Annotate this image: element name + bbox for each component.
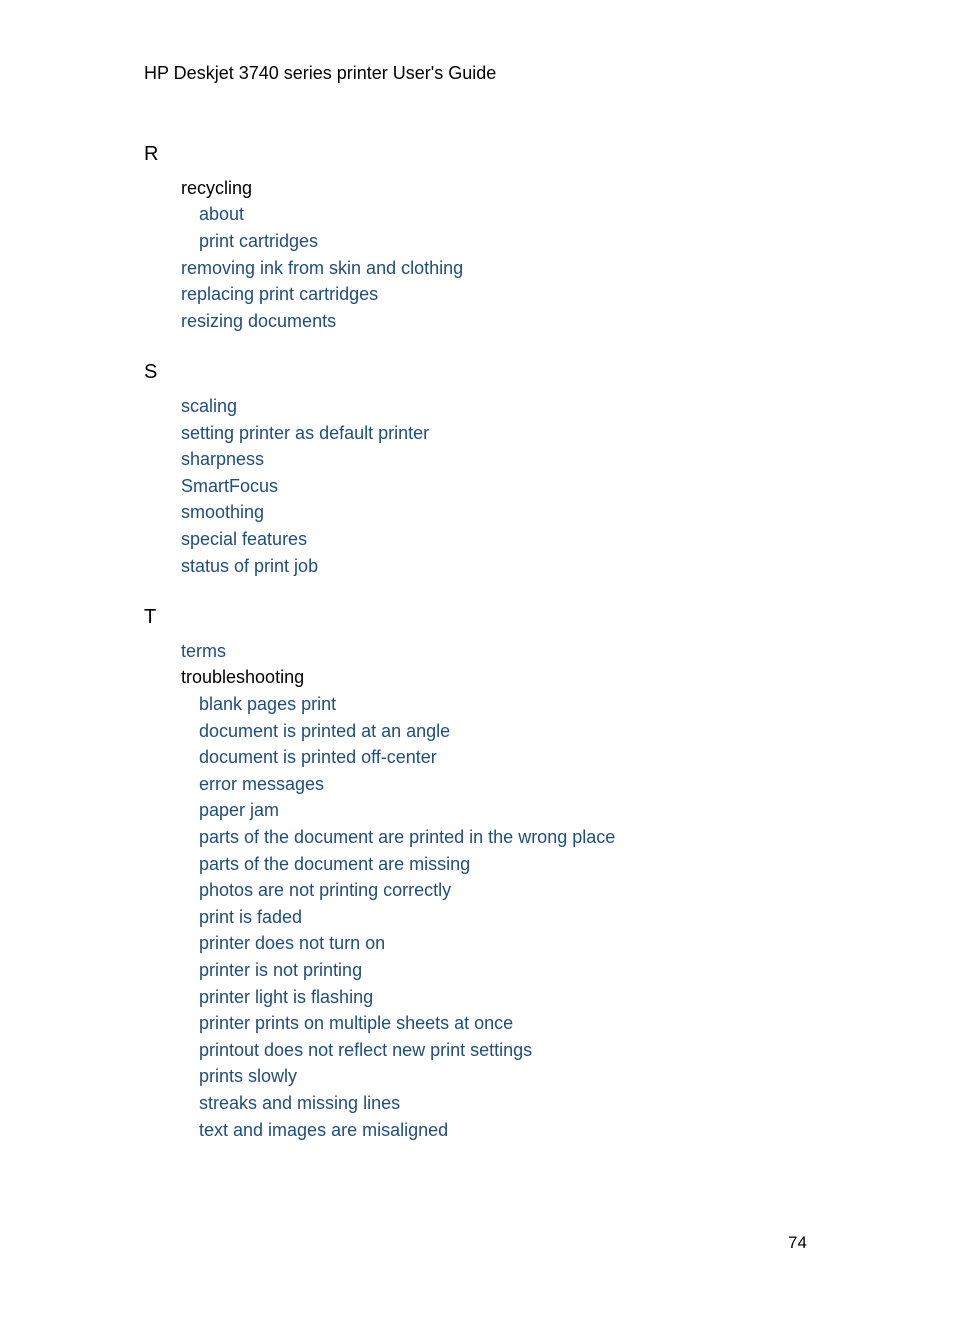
- index-link-terms[interactable]: terms: [181, 641, 226, 661]
- index-link-resizing-documents[interactable]: resizing documents: [181, 311, 337, 331]
- index-link-troubleshooting-item[interactable]: parts of the document are printed in the wrong place: [199, 827, 616, 847]
- index-link-scaling[interactable]: scaling: [181, 396, 238, 416]
- index-link-troubleshooting-item[interactable]: parts of the document are missing: [199, 854, 471, 874]
- index-link-troubleshooting-item[interactable]: photos are not printing correctly: [199, 880, 452, 900]
- index-link-troubleshooting-item[interactable]: error messages: [199, 774, 325, 794]
- index-link-smartfocus[interactable]: SmartFocus: [181, 476, 279, 496]
- index-link-troubleshooting-item[interactable]: printout does not reflect new print settings: [199, 1040, 533, 1060]
- index-link-troubleshooting-item[interactable]: prints slowly: [199, 1066, 298, 1086]
- index-entry-recycling: recycling: [181, 178, 253, 198]
- section-letter-r: R: [144, 143, 159, 165]
- index-link-recycling-about[interactable]: about: [199, 204, 245, 224]
- page-header-title: HP Deskjet 3740 series printer User's Guide: [144, 63, 497, 83]
- index-link-troubleshooting-item[interactable]: paper jam: [199, 800, 280, 820]
- index-link-troubleshooting-item[interactable]: document is printed off-center: [199, 747, 437, 767]
- index-link-troubleshooting-item[interactable]: printer prints on multiple sheets at once: [199, 1013, 514, 1033]
- index-link-setting-default-printer[interactable]: setting printer as default printer: [181, 423, 430, 443]
- index-link-removing-ink[interactable]: removing ink from skin and clothing: [181, 258, 464, 278]
- index-link-special-features[interactable]: special features: [181, 529, 308, 549]
- index-link-sharpness[interactable]: sharpness: [181, 449, 265, 469]
- index-link-smoothing[interactable]: smoothing: [181, 502, 265, 522]
- index-link-troubleshooting-item[interactable]: printer is not printing: [199, 960, 363, 980]
- index-link-troubleshooting-item[interactable]: printer does not turn on: [199, 933, 386, 953]
- index-link-troubleshooting-item[interactable]: text and images are misaligned: [199, 1120, 449, 1140]
- index-link-replacing-cartridges[interactable]: replacing print cartridges: [181, 284, 379, 304]
- section-letter-t: T: [144, 606, 157, 628]
- index-link-troubleshooting-item[interactable]: print is faded: [199, 907, 303, 927]
- index-link-troubleshooting-item[interactable]: blank pages print: [199, 694, 337, 714]
- index-link-troubleshooting-item[interactable]: streaks and missing lines: [199, 1093, 401, 1113]
- index-link-status-print-job[interactable]: status of print job: [181, 556, 319, 576]
- index-link-troubleshooting-item[interactable]: document is printed at an angle: [199, 721, 451, 741]
- page-number: 74: [788, 1233, 807, 1252]
- index-entry-troubleshooting: troubleshooting: [181, 667, 305, 687]
- section-letter-s: S: [144, 361, 158, 383]
- index-link-recycling-print-cartridges[interactable]: print cartridges: [199, 231, 319, 251]
- index-link-troubleshooting-item[interactable]: printer light is flashing: [199, 987, 374, 1007]
